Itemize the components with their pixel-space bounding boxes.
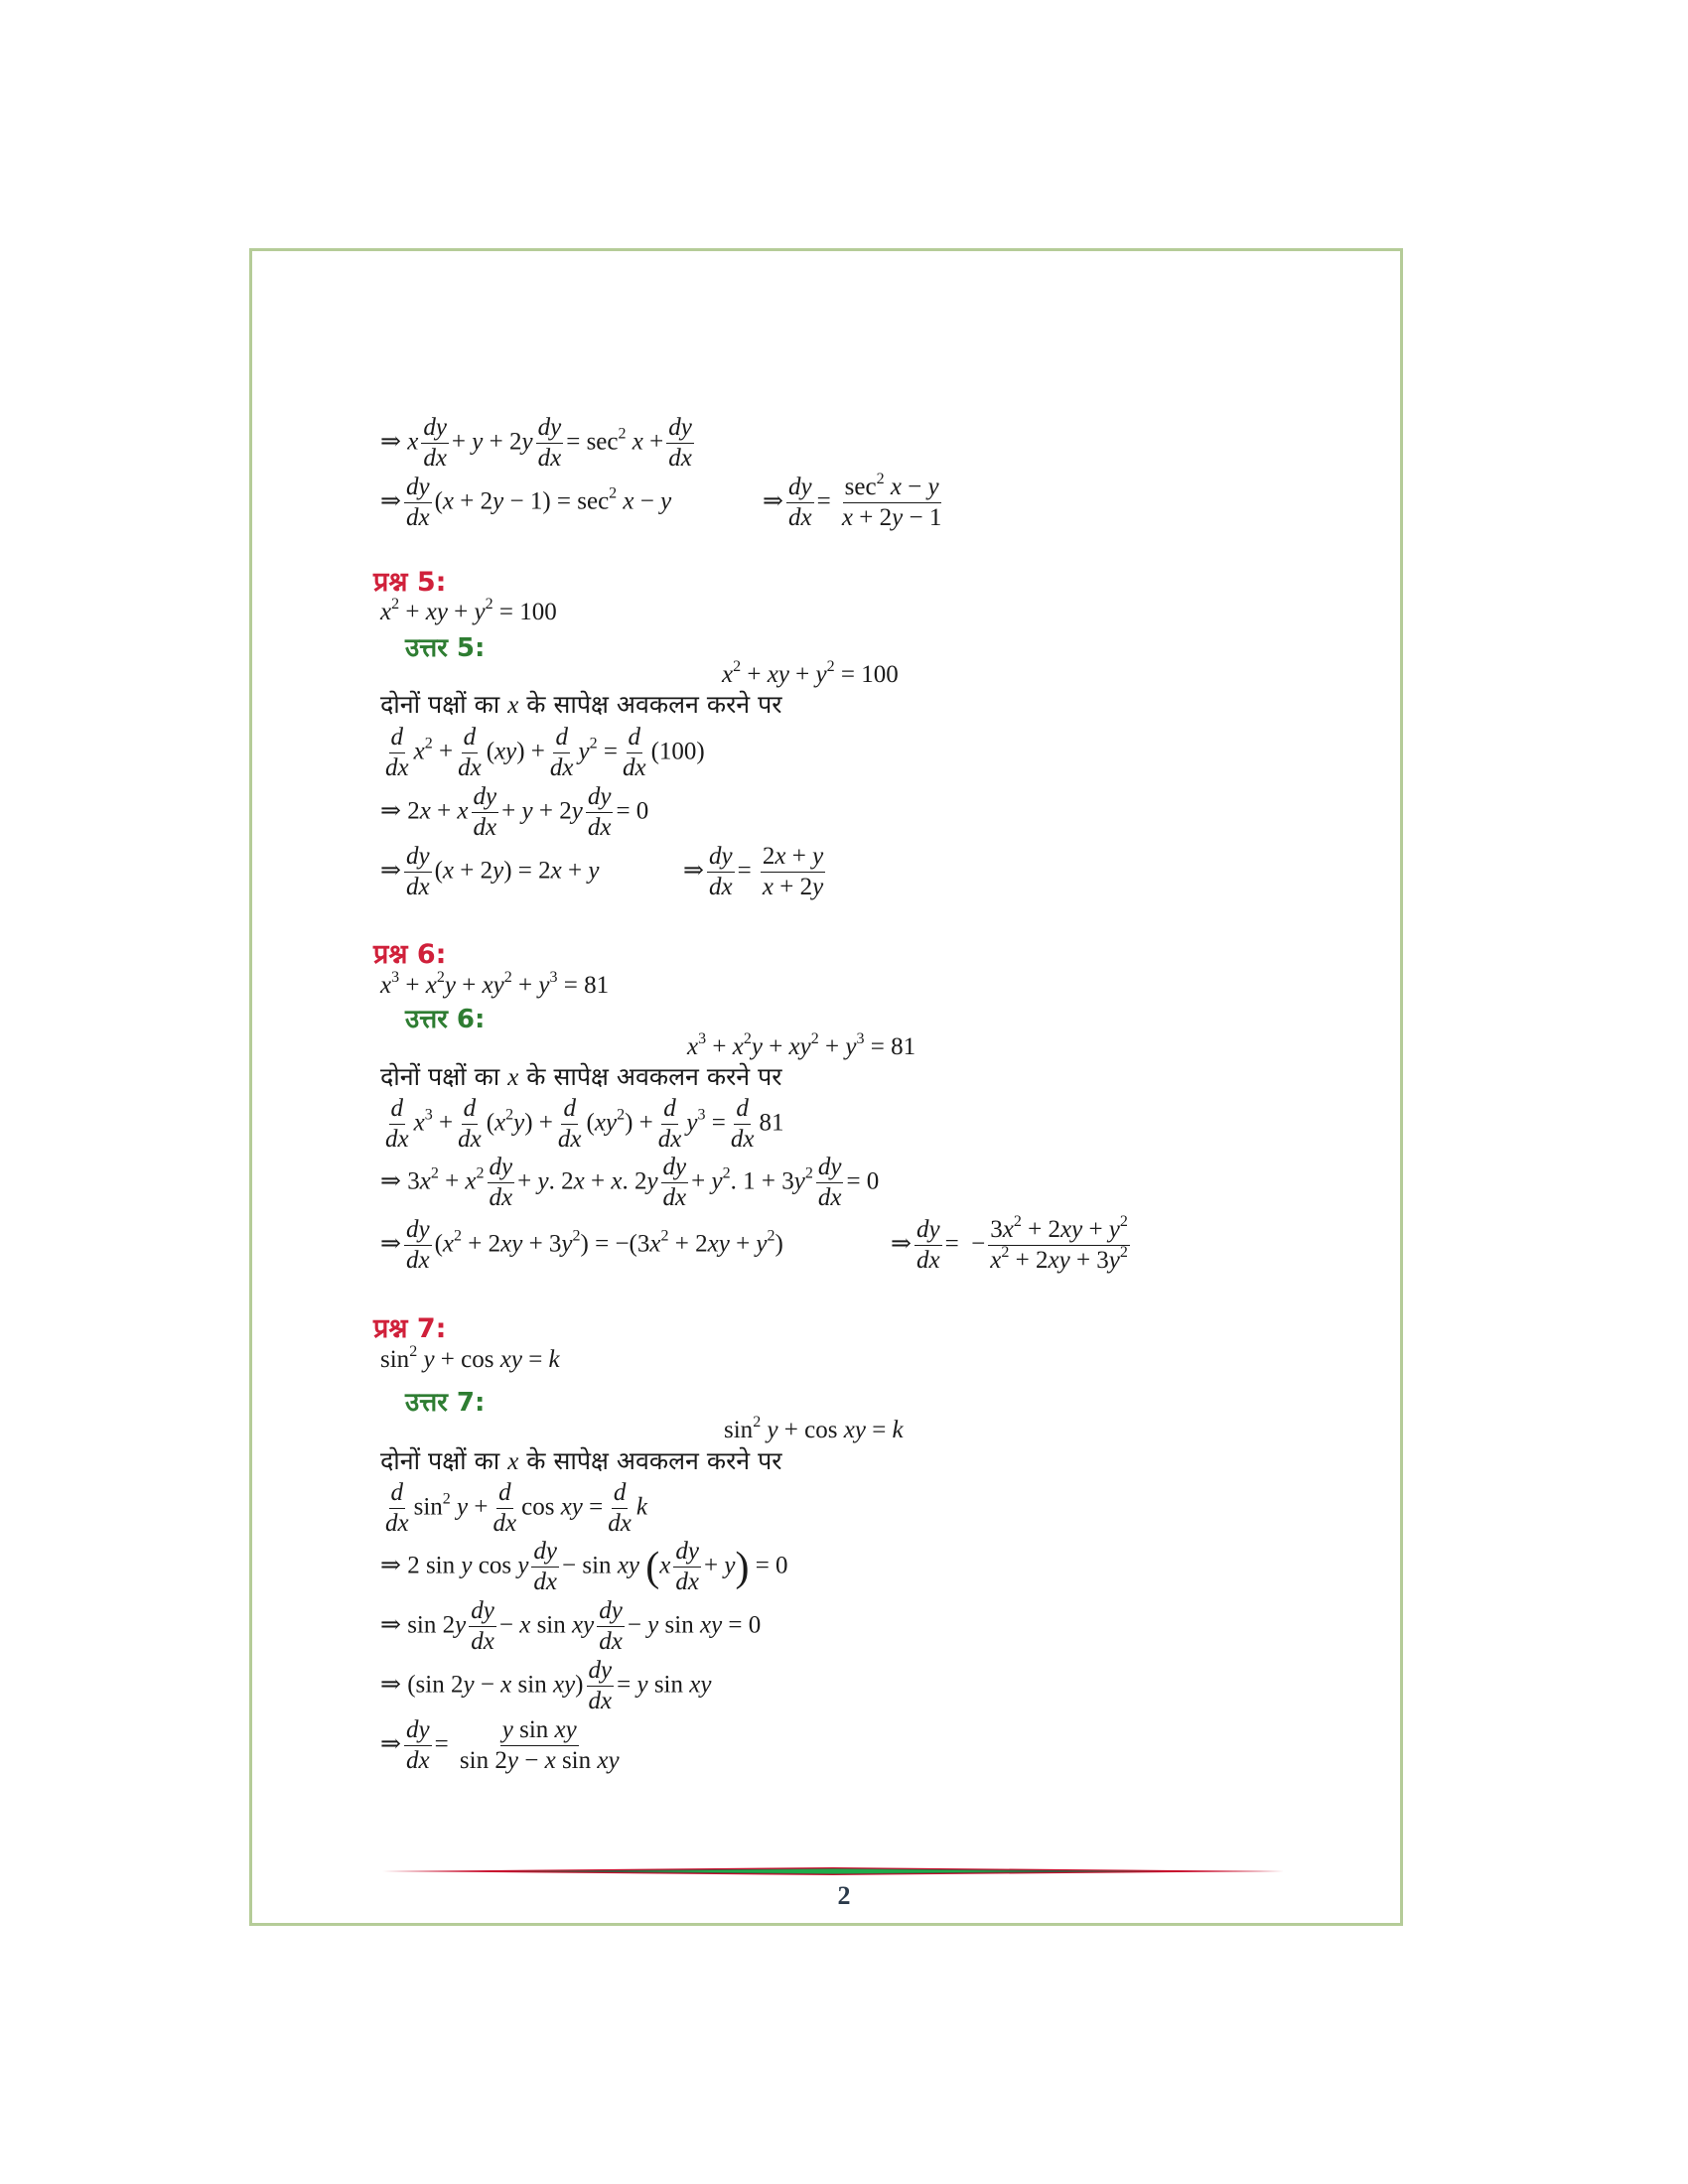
instruction-text: के सापेक्ष अवकलन करने पर bbox=[526, 1446, 782, 1475]
answer-5-instruction bbox=[380, 687, 782, 721]
answer-5-step-1: $\frac{d}{dx}$ $x^2$ + $\frac{d}{dx}$ (xy) + $\frac{d}{dx}$ $y^2$ = $\frac{d}{dx}$ (100) bbox=[385, 724, 705, 782]
page-number: 2 bbox=[837, 1881, 851, 1910]
instruction-var: x bbox=[507, 1064, 519, 1091]
question-6-equation: $x^3 + x^2y + xy^2 + y^3 = 81$ bbox=[380, 969, 610, 999]
footer-divider bbox=[382, 1867, 1284, 1875]
question-7-heading: प्रश्न 7: bbox=[373, 1313, 447, 1344]
answer-5-centered-equation: $x^2$ + xy + $y^2 = 100$ bbox=[722, 658, 899, 688]
answer-7-result: ⇒ $\frac{dy}{dx}$ = $\frac{\text{y sin xy}}{\text{sin 2y − x sin xy}}$ bbox=[380, 1716, 620, 1775]
instruction-text: के सापेक्ष अवकलन करने पर bbox=[526, 1062, 782, 1091]
question-5-equation: $x^2$ + xy + $y^2 = 100$ bbox=[380, 596, 557, 625]
question-7-equation: $\sin^2 y + \cos$ xy = k bbox=[380, 1343, 560, 1373]
instruction-text: दोनों पक्षों का bbox=[380, 1446, 500, 1475]
answer-5-step-2: ⇒ 2x + x $\frac{dy}{dx}$ + y + 2y $\frac{dy}{dx}$ = 0 bbox=[380, 783, 649, 842]
answer-5-heading: उत्तर 5: bbox=[405, 633, 486, 663]
answer-5-step-3: ⇒ $\frac{dy}{dx}$ (x + 2y) = 2x + y bbox=[380, 843, 600, 901]
answer-7-heading: उत्तर 7: bbox=[405, 1388, 486, 1418]
answer-7-step-3: ⇒ sin 2y $\frac{dy}{dx}$ − x sin xy $\frac{dy}{dx}$ − y sin xy = 0 bbox=[380, 1597, 762, 1656]
answer-6-heading: उत्तर 6: bbox=[405, 1005, 486, 1034]
answer-7-step-2: ⇒ 2 sin y cos y $\frac{dy}{dx}$ − sin xy (x $\frac{dy}{dx}$ + y) = 0 bbox=[380, 1538, 788, 1596]
instruction-var: x bbox=[507, 692, 519, 719]
answer-6-instruction bbox=[380, 1059, 782, 1093]
instruction-text: के सापेक्ष अवकलन करने पर bbox=[526, 690, 782, 719]
q4-result: ⇒ $\frac{dy}{dx}$ = $\frac{\sec^2 x - y}{x + 2y - 1}$ bbox=[763, 471, 942, 532]
instruction-var: x bbox=[507, 1448, 519, 1475]
q4-step-line-2: ⇒ $\frac{dy}{dx}$ $(x + 2y - 1) = \sec^2 x - y$ bbox=[380, 474, 672, 532]
answer-6-step-3: ⇒ $\frac{dy}{dx}$ $(x^2 + 2xy + 3y^2) = -(3x^2 + 2xy + y^2)$ bbox=[380, 1216, 783, 1275]
question-6-heading: प्रश्न 6: bbox=[373, 939, 447, 970]
answer-6-centered-equation: $x^3 + x^2y + xy^2 + y^3 = 81$ bbox=[687, 1030, 916, 1060]
answer-7-step-4: ⇒ (sin 2y − x sin xy) $\frac{dy}{dx}$ = y sin xy bbox=[380, 1657, 712, 1715]
answer-7-instruction bbox=[380, 1443, 782, 1477]
question-5-heading: प्रश्न 5: bbox=[373, 567, 447, 598]
answer-5-result: ⇒ $\frac{dy}{dx}$ = $\frac{2x + y}{x + 2y}$ bbox=[683, 843, 824, 901]
answer-7-centered-equation: $\sin^2 y + \cos$ xy = k bbox=[724, 1414, 904, 1443]
answer-7-step-1: $\frac{d}{dx}$ $\sin^2 y$ + $\frac{d}{dx}$ cos xy = $\frac{d}{dx}$ k bbox=[385, 1479, 647, 1538]
answer-6-step-2: ⇒ $3x^2 + x^2$ $\frac{dy}{dx}$ + y. 2x + x. 2y $\frac{dy}{dx}$ + $y^2$. $1 + 3y^2$ $\frac{dy}{dx}$ = 0 bbox=[380, 1154, 880, 1212]
instruction-text: दोनों पक्षों का bbox=[380, 690, 500, 719]
answer-6-step-1: $\frac{d}{dx}$ $x^3$ + $\frac{d}{dx}$ $(x^2y)$ + $\frac{d}{dx}$ $(xy^2)$ + $\frac{d}{dx}$ $y^3$ = $\frac{d}{dx}$ 81 bbox=[385, 1095, 784, 1154]
answer-6-result: ⇒ $\frac{dy}{dx}$ = − $\frac{3x^2 + 2xy + y^2}{x^2 + 2xy + 3y^2}$ bbox=[891, 1213, 1128, 1275]
q4-step-line-1: ⇒ x $\frac{dy}{dx}$ + y + 2y $\frac{dy}{dx}$ = $\sec^2 x$ + $\frac{dy}{dx}$ bbox=[380, 414, 692, 473]
instruction-text: दोनों पक्षों का bbox=[380, 1062, 500, 1091]
